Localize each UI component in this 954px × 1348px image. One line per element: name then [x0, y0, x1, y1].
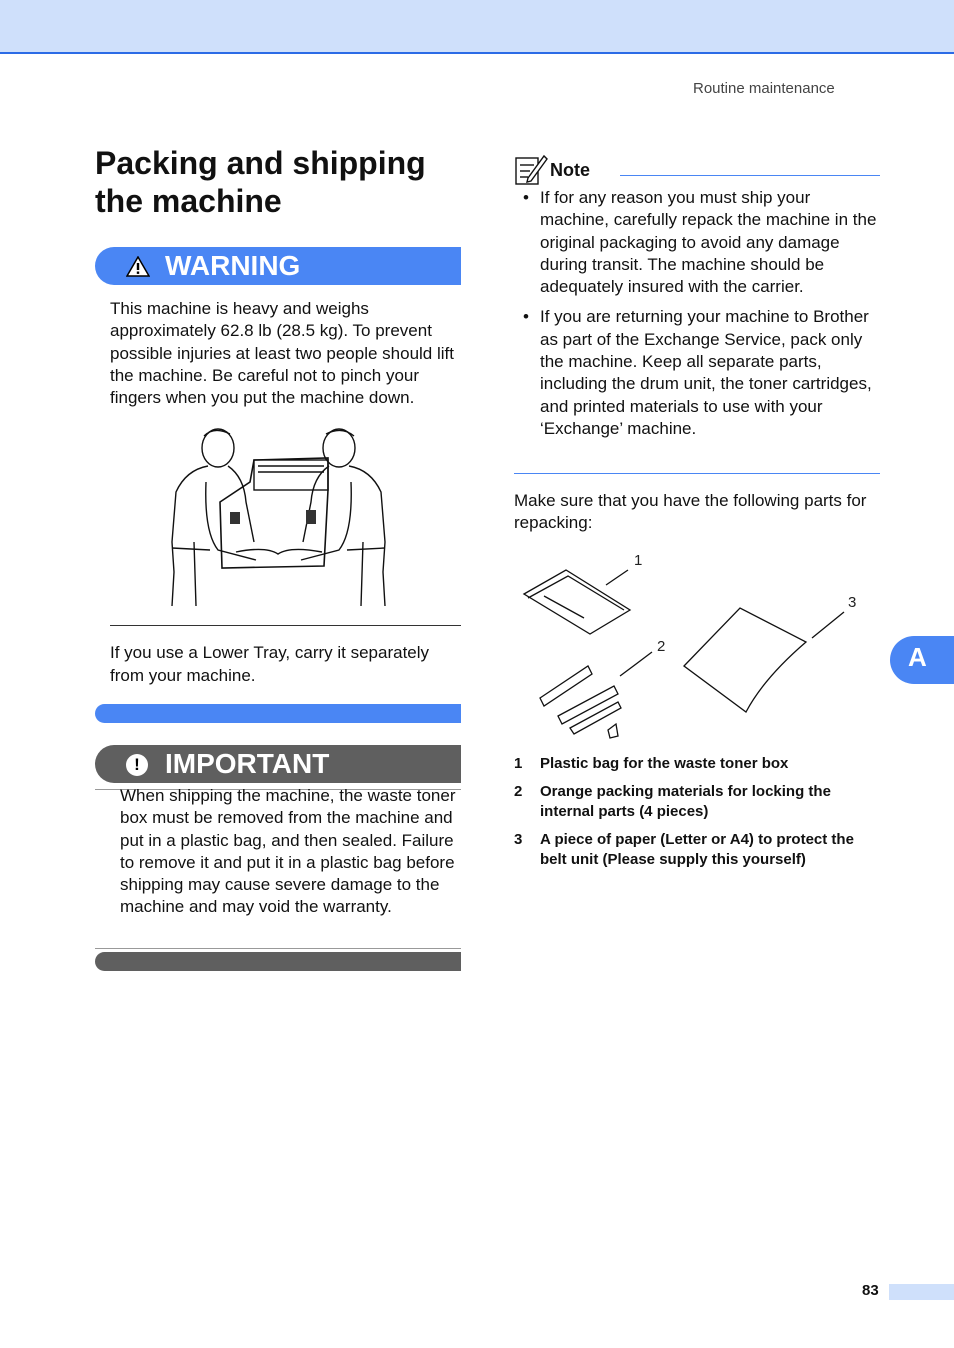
exclamation-circle-icon: ! — [126, 754, 148, 776]
note-end-rule — [514, 473, 880, 474]
list-item: • If for any reason you must ship your machine, carefully repack the machine in the original packaging to avoid any damage during transit. The machine should be adequately insured with the carrier. — [523, 188, 877, 297]
two-people-lifting-machine-illustration — [166, 422, 391, 608]
callout-3: 3 — [848, 594, 857, 611]
list-item: • If you are returning your machine to Brother as part of the Exchange Service, pack only the machine. Keep all separate parts, including the drum unit, the toner cartridges, and printed materials to use with your ‘Exchange’ machine. — [523, 307, 872, 438]
list-item: 2 Orange packing materials for locking the internal parts (4 pieces) — [514, 782, 831, 820]
important-bar — [95, 745, 461, 783]
page-title: Packing and shipping the machine — [95, 145, 426, 219]
note-label: Note — [550, 160, 590, 180]
note-pencil-icon — [514, 152, 548, 186]
warning-end-bar — [95, 704, 461, 723]
bullet: • — [523, 307, 529, 327]
appendix-side-tab: A — [890, 636, 954, 684]
note-header-rule — [620, 175, 880, 176]
warning-triangle-icon — [126, 256, 150, 277]
parts-intro: Make sure that you have the following parts for repacking: — [514, 491, 867, 533]
note-list — [514, 187, 880, 448]
repacking-parts-illustration — [514, 548, 874, 748]
lower-tray-note: If you use a Lower Tray, carry it separately from your machine. — [110, 643, 430, 685]
warning-bar — [95, 247, 461, 285]
list-item: 3 A piece of paper (Letter or A4) to protect the belt unit (Please supply this yourself) — [514, 830, 854, 868]
parts-list — [514, 754, 884, 878]
callout-2: 2 — [657, 638, 666, 655]
page-number-bar — [889, 1284, 954, 1300]
callout-1: 1 — [634, 552, 643, 569]
important-bottom-rule — [95, 948, 461, 949]
bullet: • — [523, 188, 529, 207]
important-label: IMPORTANT — [165, 748, 330, 779]
page-number: 83 — [862, 1282, 879, 1299]
warning-label: WARNING — [165, 250, 301, 281]
important-end-bar — [95, 952, 461, 971]
important-text: When shipping the machine, the waste toner box must be removed from the machine and put in a plastic bag, and then sealed. Failure to remove it and put it in a plastic bag before shipping may cause severe damage to the machine and may void the warranty. — [120, 786, 456, 917]
divider — [110, 625, 461, 626]
top-band — [0, 0, 954, 54]
running-header: Routine maintenance — [693, 80, 835, 97]
list-item: 1 Plastic bag for the waste toner box — [514, 755, 789, 772]
warning-text: This machine is heavy and weighs approximately 62.8 lb (28.5 kg). To prevent possible injuries at least two people should lift the machine. Be careful not to pinch your fingers when you put the machine down. — [110, 299, 454, 408]
